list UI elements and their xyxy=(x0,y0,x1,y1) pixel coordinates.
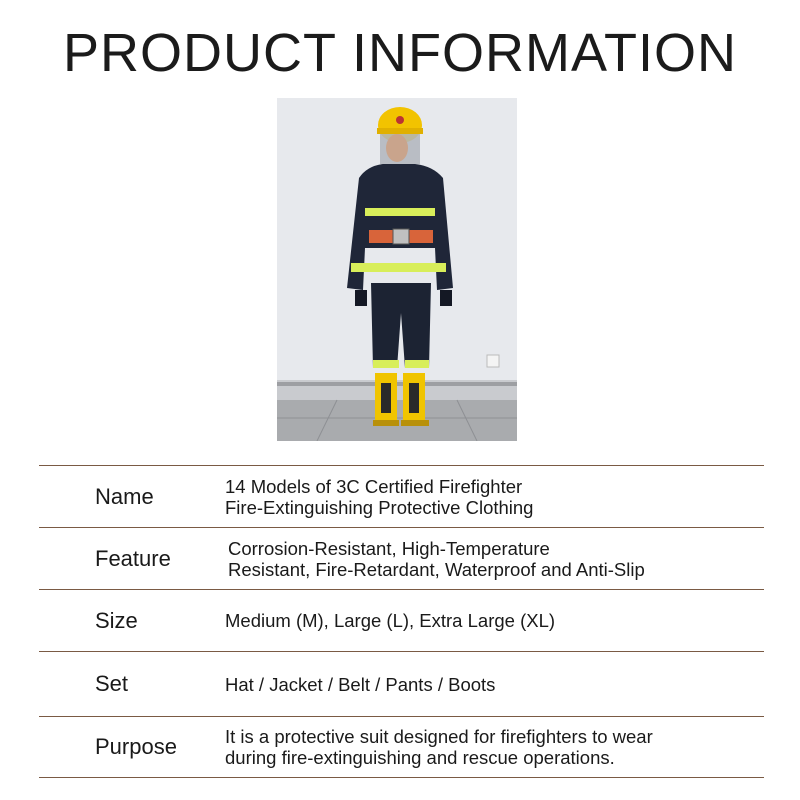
spec-label: Name xyxy=(95,483,154,509)
firefighter-suit-photo xyxy=(277,98,517,441)
spec-value-line: during fire-extinguishing and rescue operations. xyxy=(225,747,615,768)
spec-row-size xyxy=(39,589,764,651)
spec-row-feature xyxy=(39,527,764,589)
spec-value xyxy=(225,726,764,768)
spec-value-line: 14 Models of 3C Certified Firefighter xyxy=(225,475,523,497)
spec-value-line: Resistant, Fire-Retardant, Waterproof and Anti-Slip xyxy=(228,558,645,580)
spec-value xyxy=(225,538,764,580)
spec-value-line: Medium (M), Large (L), Extra Large (XL) xyxy=(225,610,556,631)
spec-label: Size xyxy=(95,607,138,633)
product-photo xyxy=(277,98,517,441)
spec-value-line: Fire-Extinguishing Protective Clothing xyxy=(225,496,534,518)
spec-row-purpose xyxy=(39,716,764,778)
page-title: PRODUCT INFORMATION xyxy=(63,23,737,83)
spec-value-line: Hat / Jacket / Belt / Pants / Boots xyxy=(225,673,496,695)
spec-value xyxy=(225,674,764,695)
spec-value-line: It is a protective suit designed for firefighters to wear xyxy=(225,726,653,747)
spec-label: Feature xyxy=(95,545,171,571)
spec-table xyxy=(39,465,764,778)
spec-row-name xyxy=(39,465,764,527)
spec-value xyxy=(225,476,764,518)
spec-value xyxy=(225,610,764,631)
spec-label: Set xyxy=(95,671,129,696)
spec-label: Purpose xyxy=(95,734,177,759)
spec-value-line: Corrosion-Resistant, High-Temperature xyxy=(228,537,550,559)
spec-row-set xyxy=(39,651,764,716)
